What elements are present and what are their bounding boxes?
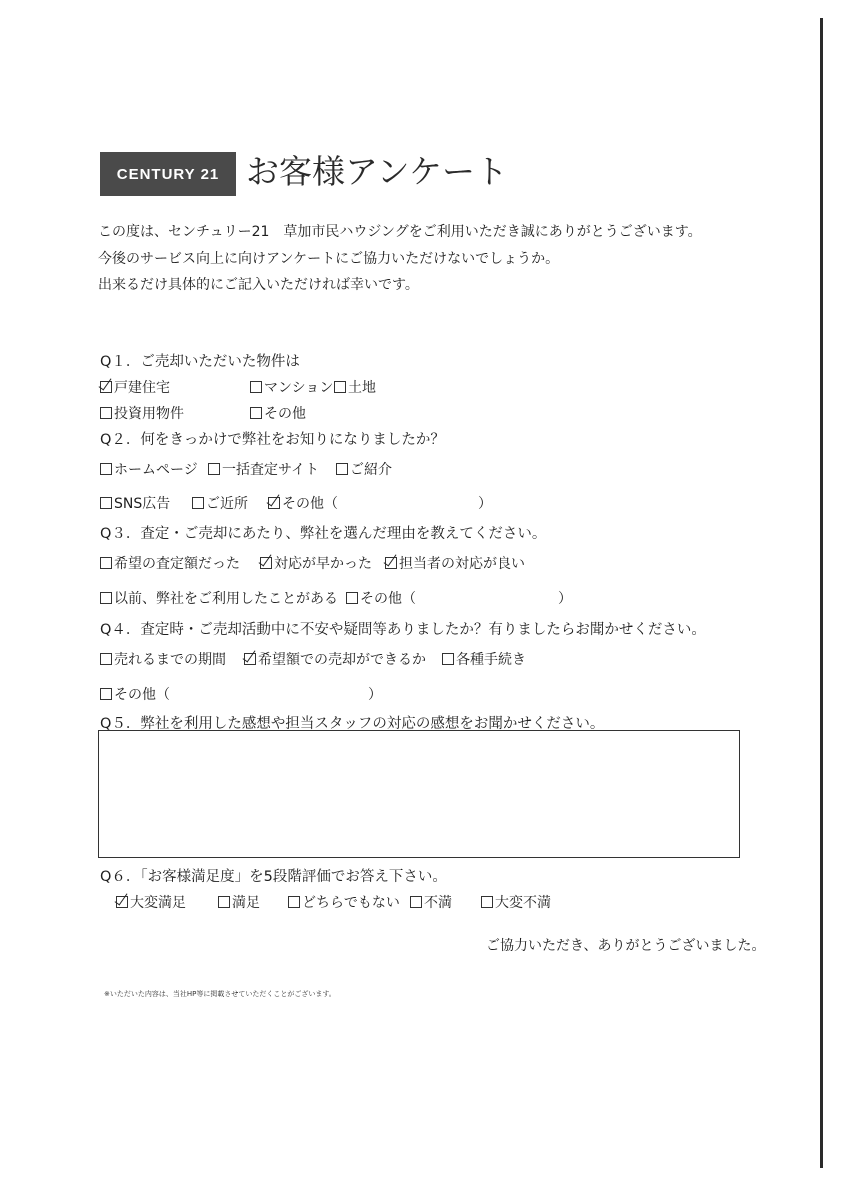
option-label: 各種手続き xyxy=(456,652,526,668)
q2-option-bulk-appraisal[interactable] xyxy=(208,459,319,479)
q2-option-other[interactable] xyxy=(268,493,338,513)
q3-option-quick-response[interactable] xyxy=(260,553,372,573)
option-label: 大変不満 xyxy=(495,895,551,911)
option-label: その他 xyxy=(264,406,306,422)
option-label: 売れるまでの期間 xyxy=(114,652,226,668)
q2-option-neighborhood[interactable] xyxy=(192,493,248,513)
option-label: SNS広告 xyxy=(114,496,171,512)
checkbox-icon xyxy=(334,381,346,393)
checkbox-icon xyxy=(218,896,230,908)
option-label: ご紹介 xyxy=(350,462,392,478)
thanks-message: ご協力いただき、ありがとうございました。 xyxy=(486,938,766,954)
q2-other-close-paren: ） xyxy=(478,496,492,512)
option-label: 希望の査定額だった xyxy=(114,556,240,572)
option-label: ホームページ xyxy=(114,462,198,478)
checkbox-checked-icon xyxy=(244,653,256,665)
q4-label: Q４．査定時・ご売却活動中に不安や疑問等ありましたか？有りましたらお聞かせください。 xyxy=(100,622,706,638)
checkbox-checked-icon xyxy=(260,557,272,569)
q6-option-neutral[interactable] xyxy=(288,892,400,912)
intro-line-2: 今後のサービス向上に向けアンケートにご協力いただけないでしょうか。 xyxy=(98,251,560,267)
intro-line-3: 出来るだけ具体的にご記入いただければ幸いです。 xyxy=(98,277,419,293)
option-label: その他（ xyxy=(114,687,170,703)
checkbox-icon xyxy=(288,896,300,908)
checkbox-icon xyxy=(410,896,422,908)
q3-option-other[interactable] xyxy=(346,588,416,608)
q2-label: Q２．何をきっかけで弊社をお知りになりましたか？ xyxy=(100,432,445,448)
q6-option-very-dissatisfied[interactable] xyxy=(481,892,551,912)
q4-option-desired-price-sale[interactable] xyxy=(244,649,426,669)
q3-label: Q３．査定・ご売却にあたり、弊社を選んだ理由を教えてください。 xyxy=(100,526,547,542)
q3-other-close-paren: ） xyxy=(558,591,572,607)
q2-option-referral[interactable] xyxy=(336,459,392,479)
option-label: その他（ xyxy=(282,496,338,512)
q3-option-used-before[interactable] xyxy=(100,588,338,608)
checkbox-icon xyxy=(442,653,454,665)
q5-label: Q５．弊社を利用した感想や担当スタッフの対応の感想をお聞かせください。 xyxy=(100,716,605,732)
checkbox-icon xyxy=(346,592,358,604)
option-label: 大変満足 xyxy=(130,895,186,911)
option-label: 一括査定サイト xyxy=(222,462,320,478)
option-label: その他（ xyxy=(360,591,416,607)
option-label: 土地 xyxy=(348,380,376,396)
q6-option-satisfied[interactable] xyxy=(218,892,260,912)
intro-line-1: この度は、センチュリー21 草加市民ハウジングをご利用いただき誠にありがとうございます。 xyxy=(98,224,702,240)
checkbox-icon xyxy=(100,688,112,700)
q1-option-mansion[interactable] xyxy=(250,377,333,397)
option-label: マンション xyxy=(264,380,334,396)
checkbox-icon xyxy=(250,381,262,393)
q3-option-good-staff[interactable] xyxy=(385,553,525,573)
option-label: 満足 xyxy=(232,895,260,911)
q1-label: Q１．ご売却いただいた物件は xyxy=(100,354,300,370)
checkbox-icon xyxy=(208,463,220,475)
q2-option-homepage[interactable] xyxy=(100,459,198,479)
checkbox-icon xyxy=(100,463,112,475)
q4-other-close-paren: ） xyxy=(368,687,382,703)
q6-option-very-satisfied[interactable] xyxy=(116,892,186,912)
checkbox-icon xyxy=(100,557,112,569)
q1-option-other[interactable] xyxy=(250,403,306,423)
checkbox-icon xyxy=(100,592,112,604)
q6-option-dissatisfied[interactable] xyxy=(410,892,452,912)
q4-option-selling-period[interactable] xyxy=(100,649,226,669)
scan-edge-line xyxy=(820,18,823,1168)
checkbox-icon xyxy=(100,497,112,509)
option-label: 投資用物件 xyxy=(114,406,184,422)
logo-text: CENTURY 21 xyxy=(116,165,220,183)
checkbox-checked-icon xyxy=(116,896,128,908)
q3-option-desired-price[interactable] xyxy=(100,553,240,573)
option-label: 以前、弊社をご利用したことがある xyxy=(114,591,338,607)
century21-logo xyxy=(100,152,236,196)
checkbox-icon xyxy=(100,653,112,665)
q2-option-sns[interactable] xyxy=(100,493,170,513)
q5-answer-box[interactable] xyxy=(98,730,740,858)
checkbox-checked-icon xyxy=(100,381,112,393)
option-label: ご近所 xyxy=(206,496,248,512)
option-label: 戸建住宅 xyxy=(114,380,170,396)
page-title: お客様アンケート xyxy=(246,152,509,191)
footnote: ※いただいた内容は、当社HP等に掲載させていただくことがございます。 xyxy=(104,990,336,998)
option-label: どちらでもない xyxy=(302,895,400,911)
q4-option-other[interactable] xyxy=(100,684,170,704)
checkbox-checked-icon xyxy=(268,497,280,509)
q1-option-land[interactable] xyxy=(334,377,376,397)
checkbox-icon xyxy=(336,463,348,475)
q6-label: Q６．「お客様満足度」を5段階評価でお答え下さい。 xyxy=(100,869,447,885)
checkbox-icon xyxy=(481,896,493,908)
option-label: 対応が早かった xyxy=(274,556,372,572)
checkbox-icon xyxy=(192,497,204,509)
q1-option-detached-house[interactable] xyxy=(100,377,170,397)
q1-option-investment[interactable] xyxy=(100,403,184,423)
checkbox-icon xyxy=(250,407,262,419)
option-label: 不満 xyxy=(424,895,452,911)
option-label: 希望額での売却ができるか xyxy=(258,652,426,668)
checkbox-icon xyxy=(100,407,112,419)
checkbox-checked-icon xyxy=(385,557,397,569)
option-label: 担当者の対応が良い xyxy=(399,556,525,572)
q4-option-procedures[interactable] xyxy=(442,649,526,669)
